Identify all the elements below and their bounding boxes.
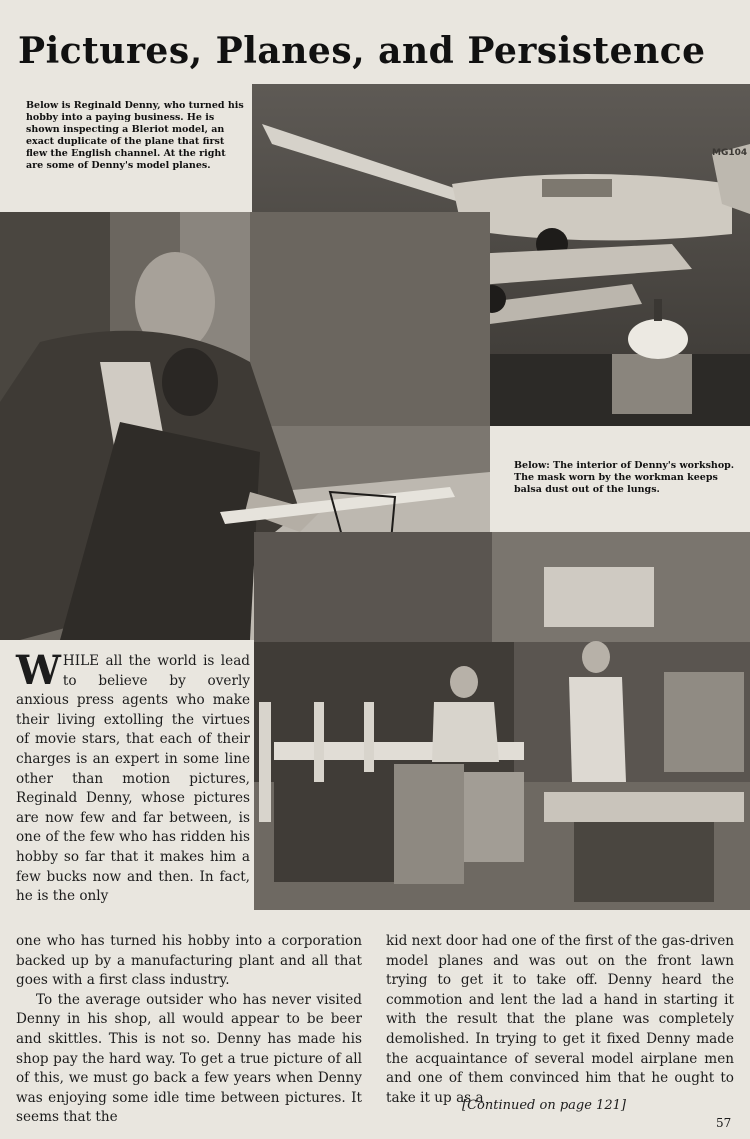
article-paragraph: To the average outsider who has never visited Denny in his shop, all would appear to be beer and skittles. This is not so. Denny has made his shop pay the hard way. To get a true picture of all of this, we must go back a few years when Denny was enjoying some idle time between pictures. It seems that the	[16, 991, 362, 1126]
page-headline: Pictures, Planes, and Persistence	[18, 30, 706, 72]
article-paragraph: one who has turned his hobby into a corporation backed up by a manufacturing plant and all that goes with a first class industry.	[16, 933, 362, 989]
article-column-left	[16, 932, 362, 1128]
caption-denny-bleriot: Below is Reginald Denny, who turned his hobby into a paying business. He is shown inspecting a Bleriot model, an exact duplicate of the plane that first flew the English channel. At the right are some of Denny's model planes.	[26, 100, 244, 171]
drop-cap: W	[16, 647, 61, 694]
photo-workshop-interior	[254, 532, 750, 910]
continued-reference[interactable]: [Continued on page 121]	[462, 1098, 626, 1113]
page-number: 57	[716, 1116, 732, 1130]
article-intro	[16, 647, 250, 907]
article-paragraph: kid next door had one of the first of the gas-driven model planes and was out on the front lawn trying to get it to take off. Denny heard the commotion and lent the lad a hand in starting it with the result that the plane was completely demolished. In trying to get it fixed Denny made the acquaintance of several model airplane men and one of them convinced him that he ought to take it up as a	[386, 933, 734, 1106]
caption-workshop-interior: Below: The interior of Denny's workshop. The mask worn by the workman keeps balsa dust out of the lungs.	[514, 460, 735, 495]
tail-marking: MG104	[712, 148, 748, 158]
article-column-right	[386, 932, 734, 1108]
article-intro-text: HILE all the world is lead to believe by overly anxious press agents who make their living extolling the virtues of movie stars, that each of their charges is an expert in some line other than motion pictures, Reginald Denny, whose pictures are now few and far between, is one of the few who has ridden his hobby so far that it makes him a few bucks now and then. In fact, he is the only	[16, 653, 250, 905]
